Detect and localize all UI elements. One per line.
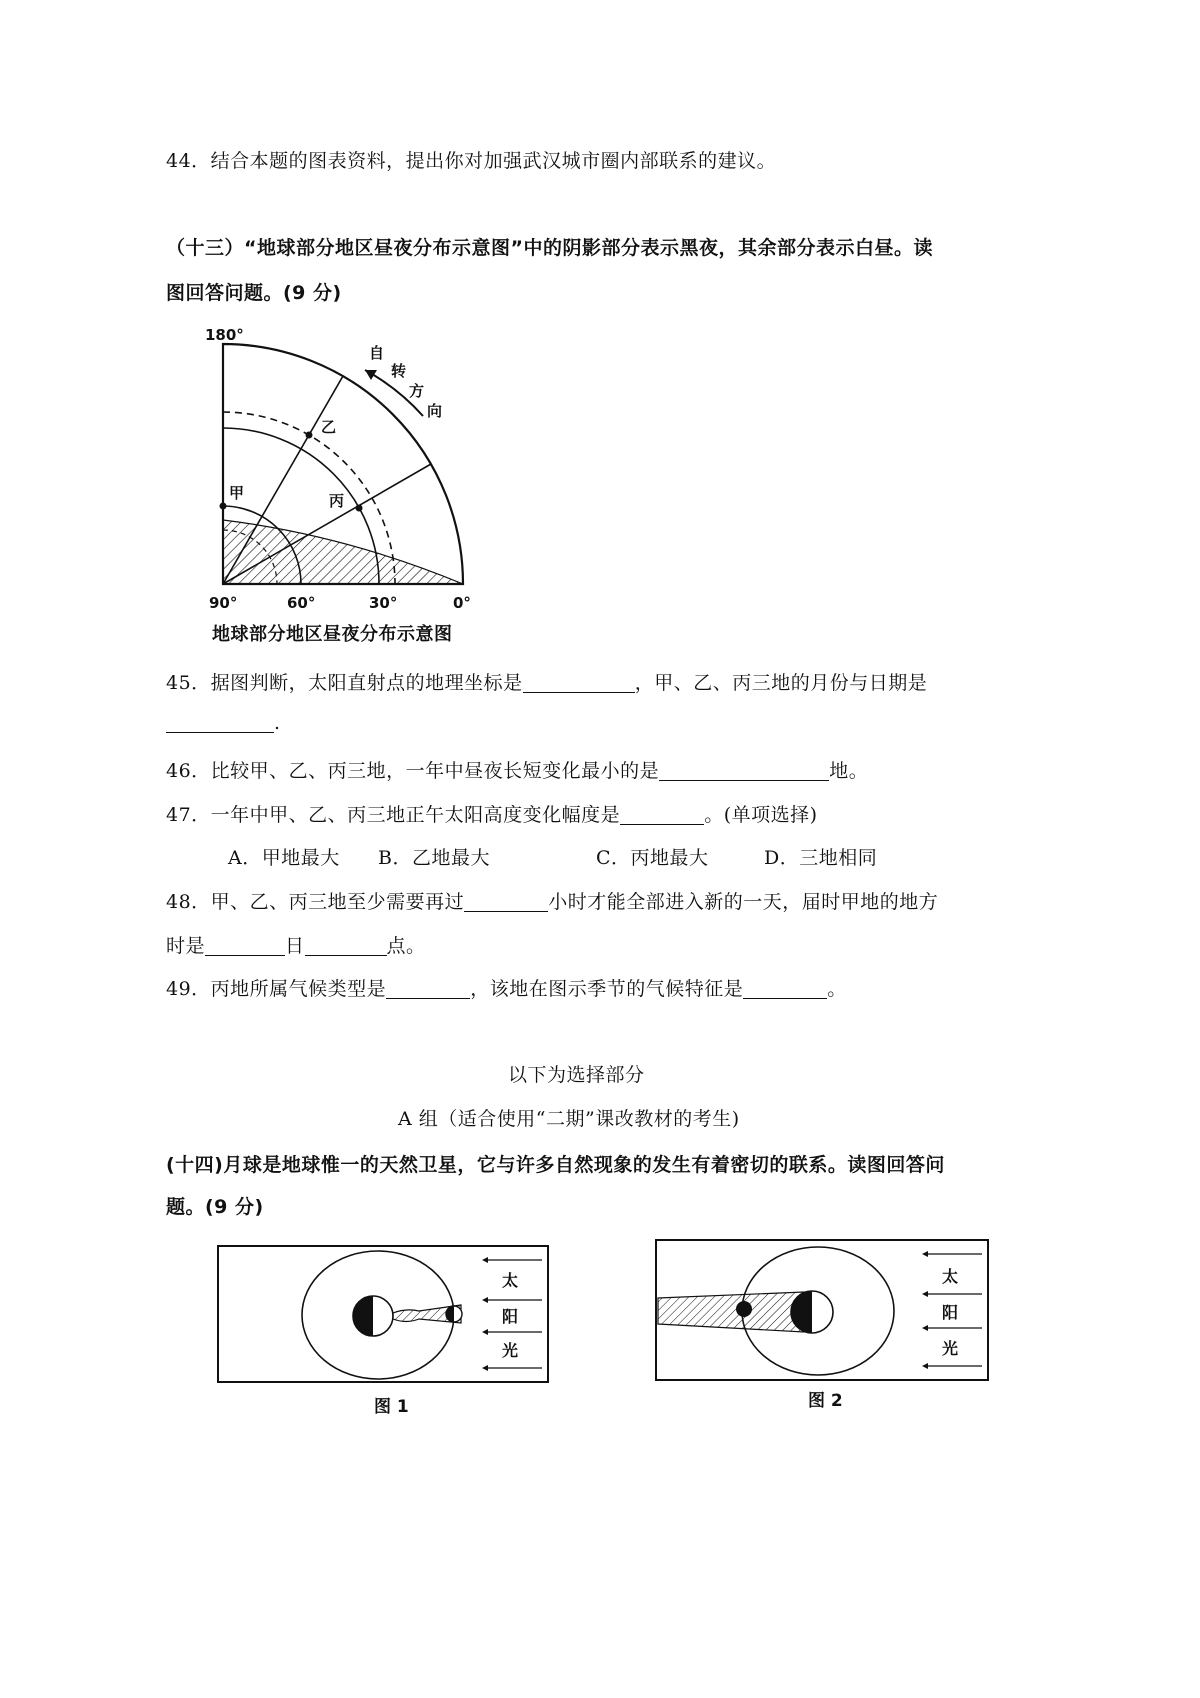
fig1-sun-char-2: 阳 — [502, 1307, 519, 1326]
point-yi — [306, 432, 313, 439]
fig2-caption: 图 2 — [808, 1391, 843, 1411]
q48-blank-1[interactable] — [464, 893, 548, 912]
q48-text-a: 48．甲、乙、丙三地至少需要再过 — [166, 891, 465, 913]
point-bing-label: 丙 — [329, 492, 345, 510]
point-yi-label: 乙 — [321, 418, 337, 436]
q46-text-b: 地。 — [829, 760, 869, 782]
fig1-sun-char-3: 光 — [502, 1341, 519, 1360]
day-night-diagram — [195, 320, 495, 650]
q45-blank-1[interactable] — [523, 674, 635, 693]
figure-13-caption: 地球部分地区昼夜分布示意图 — [212, 624, 453, 645]
label-30: 30° — [369, 594, 398, 612]
rotation-char-4: 向 — [427, 402, 443, 420]
label-180: 180° — [205, 326, 244, 344]
question-46 — [166, 756, 868, 783]
group-a-header: A 组（适合使用“二期”课改教材的考生) — [398, 1108, 740, 1130]
point-jia — [220, 503, 227, 510]
fig1-sun-char-1: 太 — [502, 1271, 519, 1290]
moon-figure-2 — [654, 1238, 994, 1418]
q48-text-c: 时是 — [166, 935, 206, 957]
section-14-intro-line2: 题。(9 分) — [166, 1196, 264, 1218]
q49-text-a: 49．丙地所属气候类型是 — [166, 978, 387, 1000]
question-49 — [166, 974, 847, 1001]
q47-text-a: 47．一年中甲、乙、丙三地正午太阳高度变化幅度是 — [166, 804, 621, 826]
fig2-sun-char-2: 阳 — [942, 1303, 959, 1322]
moon-figure-1 — [216, 1244, 556, 1424]
q48-text-e: 点。 — [386, 935, 426, 957]
section-14-intro-line1: (十四)月球是地球惟一的天然卫星，它与许多自然现象的发生有着密切的联系。读图回答问 — [166, 1154, 945, 1176]
q47-text-b: 。(单项选择) — [704, 804, 818, 826]
q45-text-c: . — [274, 712, 281, 734]
question-48-line1 — [166, 887, 938, 914]
section-13-intro-line2: 图回答问题。(9 分) — [166, 282, 342, 304]
q46-text-a: 46．比较甲、乙、丙三地，一年中昼夜长短变化最小的是 — [166, 760, 660, 782]
point-jia-label: 甲 — [229, 484, 245, 502]
label-90: 90° — [209, 594, 238, 612]
q47-option-b[interactable]: B．乙地最大 — [378, 847, 490, 869]
question-47 — [166, 800, 818, 827]
label-0: 0° — [453, 594, 471, 612]
label-60: 60° — [287, 594, 316, 612]
question-44: 44．结合本题的图表资料，提出你对加强武汉城市圈内部联系的建议。 — [166, 150, 777, 172]
choice-section-header: 以下为选择部分 — [508, 1064, 645, 1086]
point-bing — [356, 505, 363, 512]
q46-blank[interactable] — [659, 762, 829, 781]
question-48-line2 — [166, 931, 426, 958]
q47-option-d[interactable]: D．三地相同 — [764, 847, 878, 869]
q45-text-b: ，甲、乙、丙三地的月份与日期是 — [634, 672, 928, 694]
q49-blank-1[interactable] — [386, 980, 470, 999]
moon — [736, 1301, 752, 1317]
q45-text-a: 45．据图判断，太阳直射点的地理坐标是 — [166, 672, 523, 694]
rotation-char-1: 自 — [369, 344, 385, 362]
q47-blank[interactable] — [620, 806, 704, 825]
q47-option-c[interactable]: C．丙地最大 — [596, 847, 709, 869]
fig1-caption: 图 1 — [374, 1397, 409, 1417]
fig2-sun-char-1: 太 — [942, 1267, 959, 1286]
fig2-sun-char-3: 光 — [942, 1339, 959, 1358]
q45-blank-2[interactable] — [166, 714, 274, 733]
q49-blank-2[interactable] — [743, 980, 827, 999]
q48-text-b: 小时才能全部进入新的一天，届时甲地的地方 — [548, 891, 939, 913]
q48-text-d: 日 — [285, 935, 305, 957]
question-45-line2 — [166, 712, 281, 734]
q48-blank-3[interactable] — [305, 937, 387, 956]
q47-option-a[interactable]: A．甲地最大 — [228, 847, 340, 869]
night-shading — [223, 520, 463, 584]
q49-text-b: ，该地在图示季节的气候特征是 — [470, 978, 744, 1000]
rotation-char-3: 方 — [409, 382, 425, 400]
rotation-char-2: 转 — [391, 362, 407, 380]
q49-text-c: 。 — [827, 978, 847, 1000]
question-45-line1 — [166, 668, 927, 695]
q48-blank-2[interactable] — [205, 937, 285, 956]
section-13-intro-line1: （十三）“地球部分地区昼夜分布示意图”中的阴影部分表示黑夜，其余部分表示白昼。读 — [166, 237, 933, 259]
